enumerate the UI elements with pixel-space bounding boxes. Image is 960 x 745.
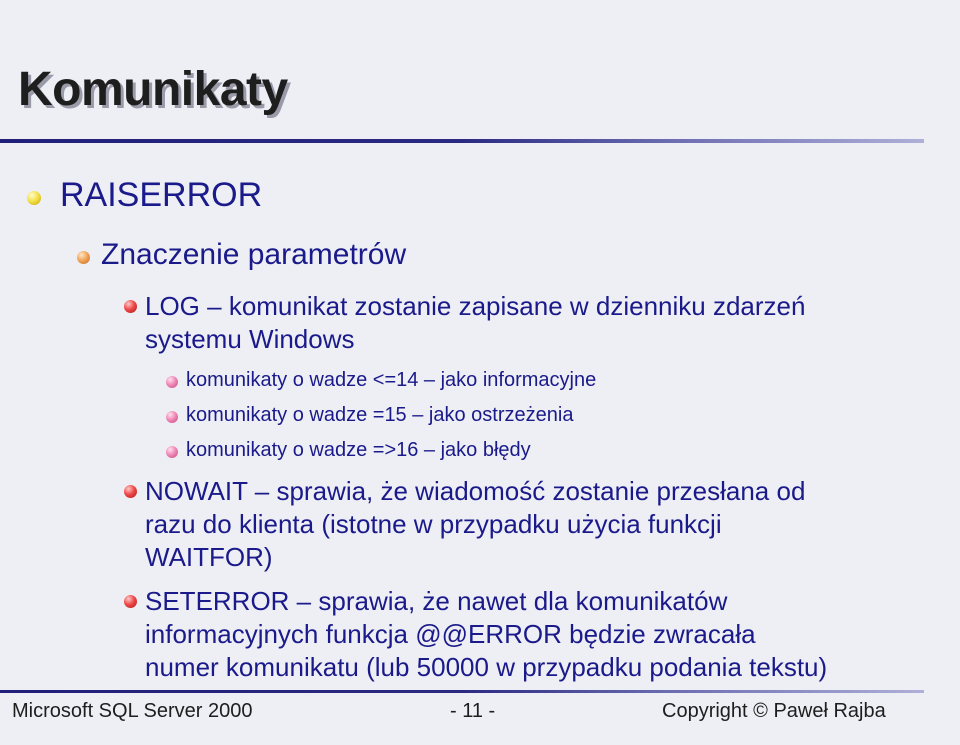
severity-item: komunikaty o wadze <=14 – jako informacyjne xyxy=(186,369,597,391)
bullet-icon xyxy=(166,446,178,458)
severity-item: komunikaty o wadze =15 – jako ostrzeżenia xyxy=(186,404,574,426)
footer-page-number: - 11 - xyxy=(450,700,496,722)
severity-item: komunikaty o wadze =>16 – jako błędy xyxy=(186,439,531,461)
seterror-line-3: numer komunikatu (lub 50000 w przypadku podania tekstu) xyxy=(145,652,828,682)
bullet-icon xyxy=(124,485,137,498)
log-line-2: systemu Windows xyxy=(145,324,355,354)
bullet-raiserror: RAISERROR xyxy=(60,176,263,214)
bullet-parameters: Znaczenie parametrów xyxy=(101,238,407,271)
footer-copyright: Copyright © Paweł Rajba xyxy=(662,700,886,722)
title-divider xyxy=(0,139,924,143)
slide-title: Komunikaty xyxy=(18,63,288,116)
bullet-icon xyxy=(124,595,137,608)
footer-divider xyxy=(0,690,924,693)
bullet-icon xyxy=(27,191,41,205)
log-line-1: LOG – komunikat zostanie zapisane w dzienniku zdarzeń xyxy=(145,291,806,321)
nowait-line-2: razu do klienta (istotne w przypadku użycia funkcji xyxy=(145,509,722,539)
footer-left: Microsoft SQL Server 2000 xyxy=(12,700,253,722)
seterror-line-1: SETERROR – sprawia, że nawet dla komunikatów xyxy=(145,586,728,616)
bullet-icon xyxy=(166,376,178,388)
bullet-icon xyxy=(166,411,178,423)
nowait-line-3: WAITFOR) xyxy=(145,542,273,572)
bullet-icon xyxy=(77,251,90,264)
seterror-line-2: informacyjnych funkcja @@ERROR będzie zwracała xyxy=(145,619,756,649)
nowait-line-1: NOWAIT – sprawia, że wiadomość zostanie przesłana od xyxy=(145,476,806,506)
bullet-icon xyxy=(124,300,137,313)
